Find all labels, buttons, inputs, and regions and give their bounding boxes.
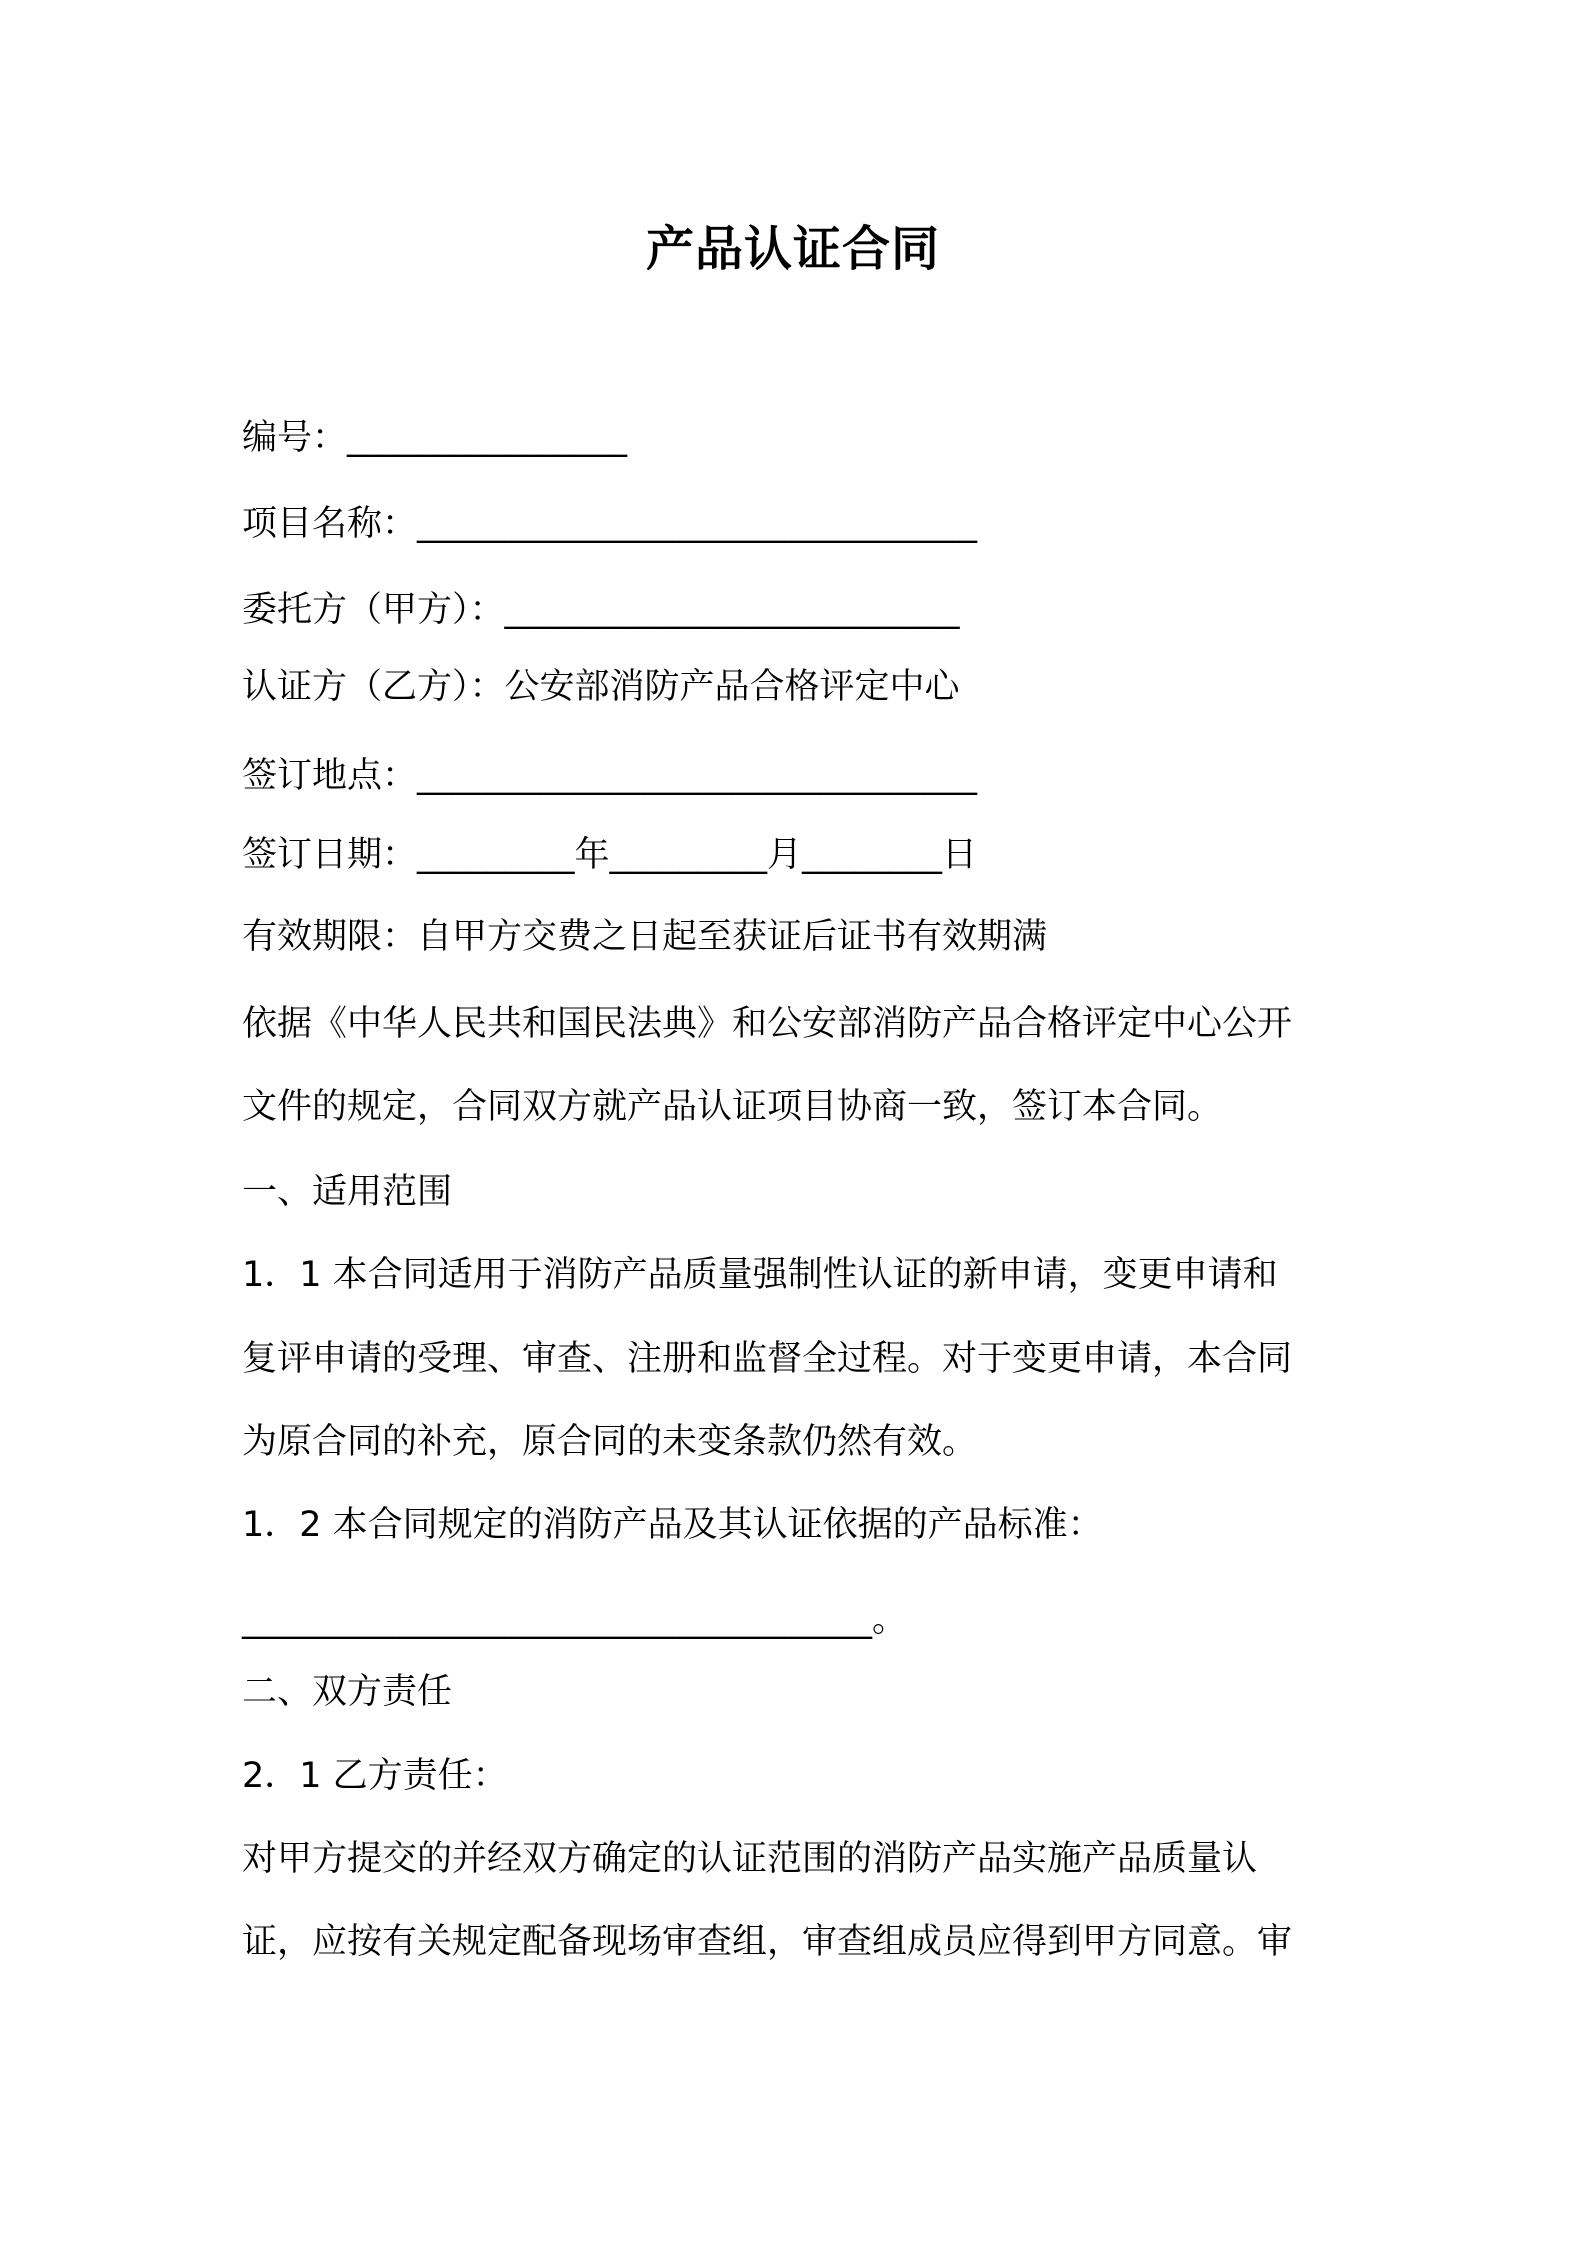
clause-1-1-line: 为原合同的补充，原合同的未变条款仍然有效。 <box>242 1422 978 1462</box>
clause-1-2-blank: ____________________________________。 <box>242 1600 908 1640</box>
clause-2-1-line: 对甲方提交的并经双方确定的认证范围的消防产品实施产品质量认 <box>242 1839 1258 1879</box>
section-heading-responsibilities: 二、双方责任 <box>242 1672 453 1712</box>
field-signing-date: 签订日期：_________年_________月________日 <box>242 835 978 875</box>
clause-1-1-line: 复评申请的受理、审查、注册和监督全过程。对于变更申请，本合同 <box>242 1339 1293 1379</box>
clause-1-1-line: 1．1 本合同适用于消防产品质量强制性认证的新申请，变更申请和 <box>242 1255 1278 1295</box>
field-project-name: 项目名称：________________________________ <box>242 504 978 544</box>
field-certifier-party-b: 认证方（乙方）：公安部消防产品合格评定中心 <box>242 667 960 707</box>
field-client-party-a: 委托方（甲方）：__________________________ <box>242 590 960 630</box>
clause-2-1-heading: 2．1 乙方责任： <box>242 1756 508 1796</box>
clause-1-2-line: 1．2 本合同规定的消防产品及其认证依据的产品标准： <box>242 1505 1103 1545</box>
paragraph-line: 文件的规定，合同双方就产品认证项目协商一致，签订本合同。 <box>242 1087 1223 1127</box>
field-signing-place: 签订地点：________________________________ <box>242 756 978 796</box>
paragraph-line: 依据《中华人民共和国民法典》和公安部消防产品合格评定中心公开 <box>242 1004 1293 1044</box>
clause-2-1-line: 证，应按有关规定配备现场审查组，审查组成员应得到甲方同意。审 <box>242 1922 1293 1962</box>
field-validity-period: 有效期限：自甲方交费之日起至获证后证书有效期满 <box>242 917 1048 957</box>
document-title: 产品认证合同 <box>645 221 940 277</box>
section-heading-scope: 一、适用范围 <box>242 1172 453 1212</box>
field-contract-number: 编号：________________ <box>242 418 628 458</box>
